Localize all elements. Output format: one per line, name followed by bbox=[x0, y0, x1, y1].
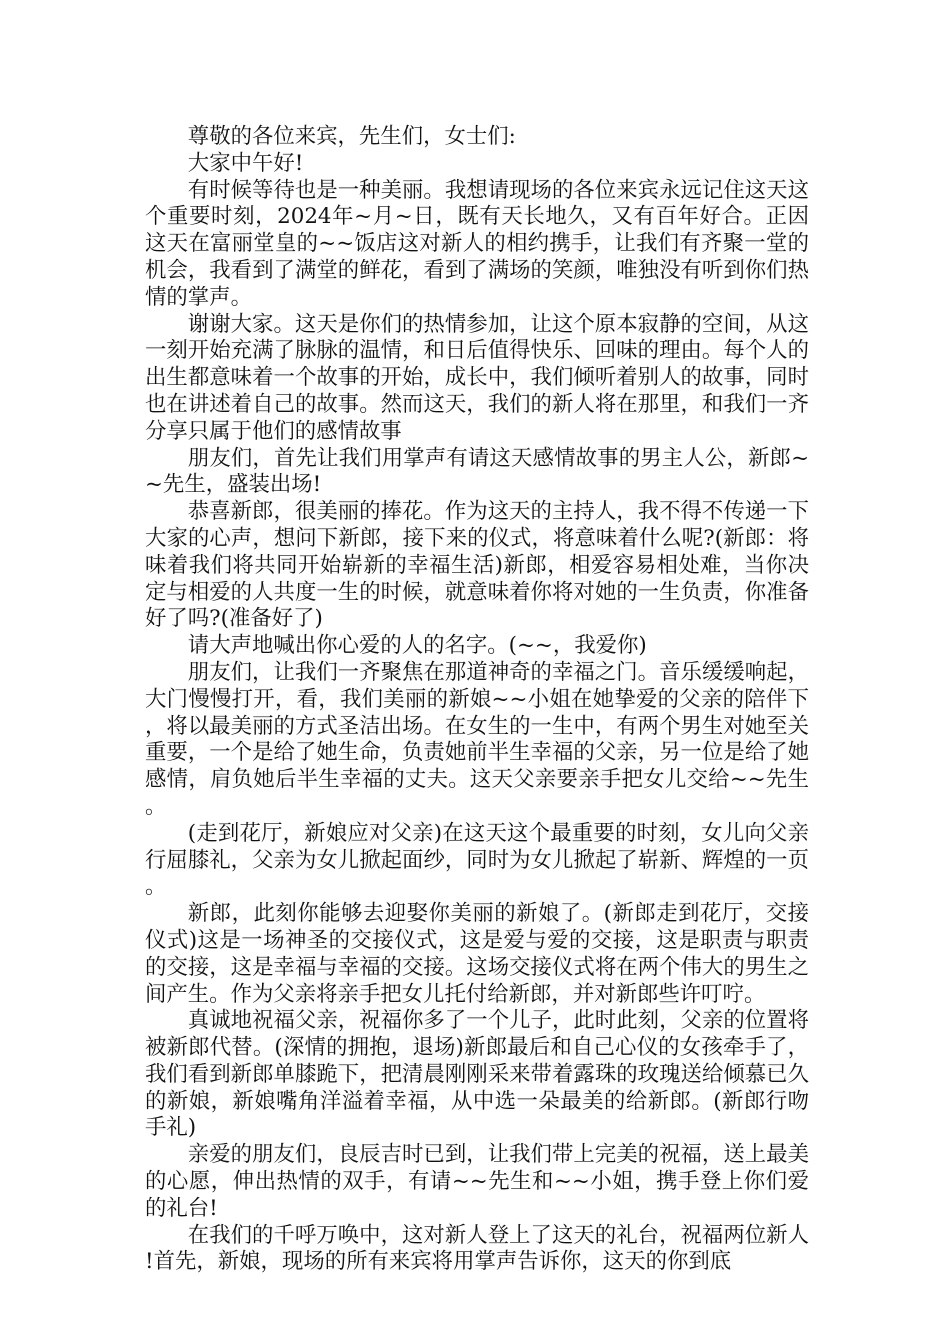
document-page bbox=[145, 124, 809, 1276]
paragraph: 朋友们，首先让我们用掌声有请这天感情故事的男主人公，新郎~~先生，盛装出场! bbox=[145, 445, 809, 498]
paragraph: 恭喜新郎，很美丽的捧花。作为这天的主持人，我不得不传递一下大家的心声，想问下新郎，接下来的仪式，将意味着什么呢?(新郎：将味着我们将共同开始崭新的幸福生活)新郎，相爱容易相处难，当你决定与相爱的人共度一生的时候，就意味着你将对她的一生负责，你准备好了吗?(准备好了) bbox=[145, 499, 809, 632]
paragraph: 在我们的千呼万唤中，这对新人登上了这天的礼台，祝福两位新人!首先，新娘，现场的所有来宾将用掌声告诉你，这天的你到底 bbox=[145, 1222, 809, 1275]
paragraph-salutation: 尊敬的各位来宾，先生们，女士们: bbox=[187, 124, 516, 149]
paragraph: (走到花厅，新娘应对父亲)在这天这个最重要的时刻，女儿向父亲行屈膝礼，父亲为女儿掀起面纱，同时为女儿掀起了崭新、辉煌的一页。 bbox=[145, 820, 809, 900]
paragraph: 谢谢大家。这天是你们的热情参加，让这个原本寂静的空间，从这一刻开始充满了脉脉的温情，和日后值得快乐、回味的理由。每个人的出生都意味着一个故事的开始，成长中，我们倾听着别人的故事，同时也在讲述着自己的故事。然而这天，我们的新人将在那里，和我们一齐分享只属于他们的感情故事 bbox=[145, 311, 809, 444]
paragraph-greeting: 大家中午好! bbox=[187, 150, 304, 176]
paragraph: 请大声地喊出你心爱的人的名字。(~~，我爱你) bbox=[187, 633, 647, 659]
paragraph: 朋友们，让我们一齐聚焦在那道神奇的幸福之门。音乐缓缓响起，大门慢慢打开，看，我们美丽的新娘~~小姐在她挚爱的父亲的陪伴下，将以最美丽的方式圣洁出场。在女生的一生中，有两个男生对她至关重要，一个是给了她生命，负责她前半生幸福的父亲，另一位是给了她感情，肩负她后半生幸福的丈夫。这天父亲要亲手把女儿交给~~先生。 bbox=[145, 659, 809, 819]
paragraph: 新郎，此刻你能够去迎娶你美丽的新娘了。(新郎走到花厅，交接仪式)这是一场神圣的交接仪式，这是爱与爱的交接，这是职责与职责的交接，这是幸福与幸福的交接。这场交接仪式将在两个伟大的男生之间产生。作为父亲将亲手把女儿托付给新郎，并对新郎些许叮咛。 bbox=[145, 901, 809, 1007]
paragraph: 有时候等待也是一种美丽。我想请现场的各位来宾永远记住这天这个重要时刻，2024年~月~日，既有天长地久，又有百年好合。正因这天在富丽堂皇的~~饭店这对新人的相约携手，让我们有齐聚一堂的机会，我看到了满堂的鲜花，看到了满场的笑颜，唯独没有听到你们热情的掌声。 bbox=[145, 177, 809, 310]
paragraph: 亲爱的朋友们，良辰吉时已到，让我们带上完美的祝福，送上最美的心愿，伸出热情的双手，有请~~先生和~~小姐，携手登上你们爱的礼台! bbox=[145, 1142, 809, 1221]
paragraph: 真诚地祝福父亲，祝福你多了一个儿子，此时此刻，父亲的位置将被新郎代替。(深情的拥抱，退场)新郎最后和自己心仪的女孩牵手了，我们看到新郎单膝跪下，把清晨刚刚采来带着露珠的玫瑰送给倾慕已久的新娘，新娘嘴角洋溢着幸福，从中选一朵最美的给新郎。(新郎行吻手礼) bbox=[145, 1008, 809, 1141]
